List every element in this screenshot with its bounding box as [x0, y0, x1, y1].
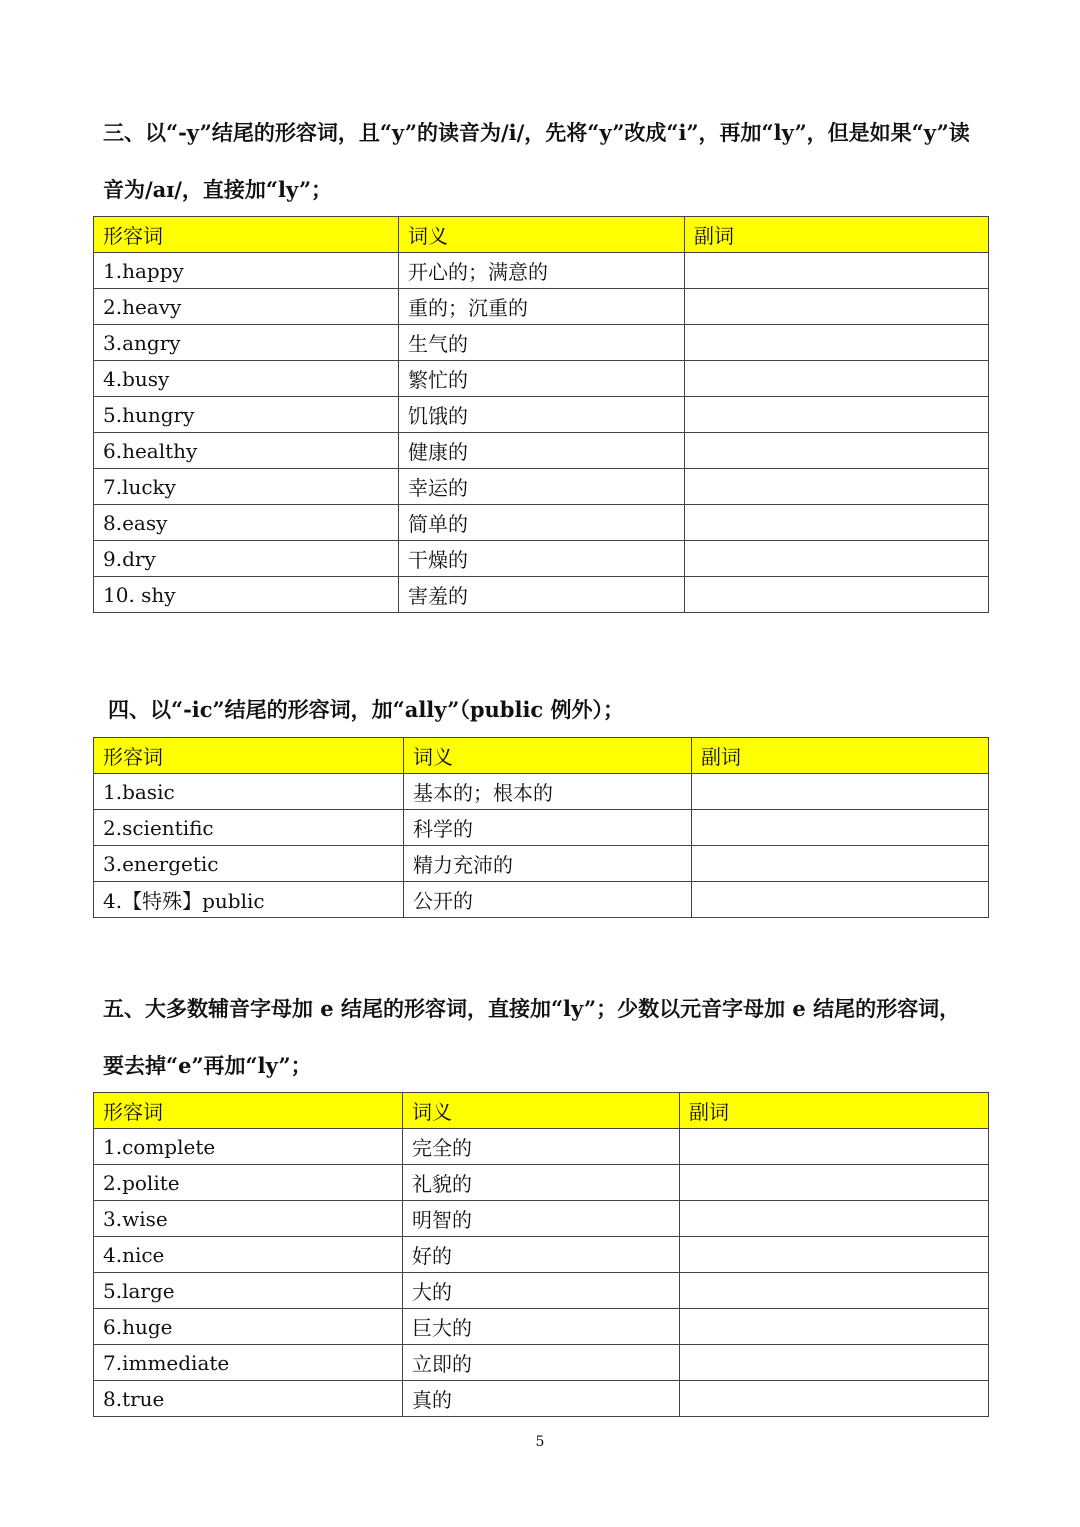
adjective-cell: 7.immediate: [94, 1345, 403, 1381]
heading-line: 音为/aɪ/，直接加“ly”；: [103, 177, 333, 202]
adjective-cell: 5.large: [94, 1273, 403, 1309]
adjective-cell: 1.basic: [94, 774, 404, 810]
adverb-cell: [680, 1381, 989, 1417]
header-adverb: 副词: [692, 738, 989, 774]
table-row: [94, 882, 989, 918]
adverb-cell: [685, 253, 989, 289]
table-row: [94, 253, 989, 289]
meaning-cell: 基本的；根本的: [404, 774, 692, 810]
adverb-cell: [685, 289, 989, 325]
adjective-cell: 8.true: [94, 1381, 403, 1417]
adverb-cell: [692, 810, 989, 846]
table-row: [94, 846, 989, 882]
section-heading: [108, 681, 998, 738]
meaning-cell: 饥饿的: [399, 397, 685, 433]
adverb-cell: [685, 433, 989, 469]
table-row: [94, 433, 989, 469]
table-row: [94, 1129, 989, 1165]
header-meaning: 词义: [403, 1093, 680, 1129]
table-row: [94, 577, 989, 613]
meaning-cell: 立即的: [403, 1345, 680, 1381]
adjective-cell: 3.energetic: [94, 846, 404, 882]
table-row: [94, 541, 989, 577]
header-meaning: 词义: [404, 738, 692, 774]
meaning-cell: 生气的: [399, 325, 685, 361]
adverb-cell: [680, 1237, 989, 1273]
table-row: [94, 1345, 989, 1381]
adverb-cell: [680, 1165, 989, 1201]
table-row: [94, 1381, 989, 1417]
meaning-cell: 巨大的: [403, 1309, 680, 1345]
page-number: 5: [535, 1434, 545, 1450]
meaning-cell: 简单的: [399, 505, 685, 541]
adverb-cell: [680, 1345, 989, 1381]
table-row: [94, 1237, 989, 1273]
adjective-cell: 10. shy: [94, 577, 399, 613]
adverb-cell: [685, 397, 989, 433]
adverb-cell: [680, 1201, 989, 1237]
vocab-table-section-4: [93, 737, 989, 918]
meaning-cell: 好的: [403, 1237, 680, 1273]
adverb-cell: [692, 774, 989, 810]
meaning-cell: 明智的: [403, 1201, 680, 1237]
meaning-cell: 精力充沛的: [404, 846, 692, 882]
table-row: [94, 289, 989, 325]
adverb-cell: [680, 1309, 989, 1345]
adverb-cell: [685, 361, 989, 397]
adverb-cell: [692, 882, 989, 918]
table-row: [94, 361, 989, 397]
section-heading: [103, 104, 993, 218]
table-row: [94, 774, 989, 810]
section-heading: [103, 980, 993, 1094]
meaning-cell: 健康的: [399, 433, 685, 469]
adjective-cell: 3.angry: [94, 325, 399, 361]
header-adjective: 形容词: [94, 1093, 403, 1129]
table-header-row: [94, 1093, 989, 1129]
heading-line: 要去掉“e”再加“ly”；: [103, 1053, 312, 1078]
table-row: [94, 1165, 989, 1201]
table-row: [94, 1201, 989, 1237]
adverb-cell: [685, 325, 989, 361]
adjective-cell: 9.dry: [94, 541, 399, 577]
vocab-table-section-5: [93, 1092, 989, 1417]
meaning-cell: 繁忙的: [399, 361, 685, 397]
adverb-cell: [680, 1273, 989, 1309]
header-adverb: 副词: [680, 1093, 989, 1129]
adverb-cell: [685, 505, 989, 541]
meaning-cell: 真的: [403, 1381, 680, 1417]
adjective-cell: 1.complete: [94, 1129, 403, 1165]
adjective-cell: 2.scientific: [94, 810, 404, 846]
adjective-cell: 2.polite: [94, 1165, 403, 1201]
meaning-cell: 礼貌的: [403, 1165, 680, 1201]
adjective-cell: 6.huge: [94, 1309, 403, 1345]
adverb-cell: [692, 846, 989, 882]
table-header-row: [94, 217, 989, 253]
table-row: [94, 1273, 989, 1309]
meaning-cell: 干燥的: [399, 541, 685, 577]
adjective-cell: 2.heavy: [94, 289, 399, 325]
table-row: [94, 810, 989, 846]
heading-line: 三、以“-y”结尾的形容词，且“y”的读音为/i/，先将“y”改成“i”，再加“ly”，但是如果“y”读: [103, 120, 970, 145]
table-row: [94, 325, 989, 361]
meaning-cell: 大的: [403, 1273, 680, 1309]
meaning-cell: 幸运的: [399, 469, 685, 505]
table-row: [94, 1309, 989, 1345]
adjective-cell: 5.hungry: [94, 397, 399, 433]
header-adjective: 形容词: [94, 217, 399, 253]
meaning-cell: 重的；沉重的: [399, 289, 685, 325]
adjective-cell: 4.busy: [94, 361, 399, 397]
meaning-cell: 完全的: [403, 1129, 680, 1165]
table-row: [94, 505, 989, 541]
adjective-cell: 4.nice: [94, 1237, 403, 1273]
adjective-cell: 3.wise: [94, 1201, 403, 1237]
meaning-cell: 公开的: [404, 882, 692, 918]
header-adverb: 副词: [685, 217, 989, 253]
adverb-cell: [685, 577, 989, 613]
heading-line: 四、以“-ic”结尾的形容词，加“ally”（public 例外）；: [108, 697, 625, 722]
adjective-cell: 7.lucky: [94, 469, 399, 505]
adjective-cell: 4.【特殊】public: [94, 882, 404, 918]
adverb-cell: [685, 469, 989, 505]
table-row: [94, 397, 989, 433]
meaning-cell: 开心的；满意的: [399, 253, 685, 289]
meaning-cell: 科学的: [404, 810, 692, 846]
table-row: [94, 469, 989, 505]
adverb-cell: [680, 1129, 989, 1165]
header-meaning: 词义: [399, 217, 685, 253]
heading-line: 五、大多数辅音字母加 e 结尾的形容词，直接加“ly”；少数以元音字母加 e 结尾的形容词，: [103, 996, 961, 1021]
adverb-cell: [685, 541, 989, 577]
table-header-row: [94, 738, 989, 774]
meaning-cell: 害羞的: [399, 577, 685, 613]
header-adjective: 形容词: [94, 738, 404, 774]
adjective-cell: 6.healthy: [94, 433, 399, 469]
vocab-table-section-3: [93, 216, 989, 613]
adjective-cell: 8.easy: [94, 505, 399, 541]
adjective-cell: 1.happy: [94, 253, 399, 289]
